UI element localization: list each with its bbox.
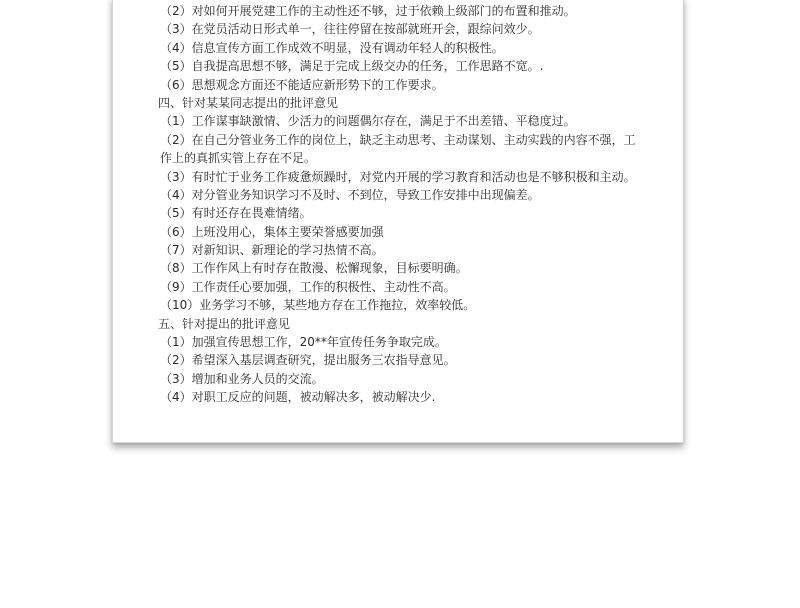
list-item: （7）对新知识、新理论的学习热情不高。 xyxy=(160,243,384,258)
list-item-continuation: 作上的真抓实管上存在不足。 xyxy=(160,151,317,166)
list-item: （2）希望深入基层调查研究，提出服务三农指导意见。 xyxy=(160,353,456,368)
list-item: （8）工作作风上有时存在散漫、松懈现象，目标要明确。 xyxy=(160,261,468,276)
section-heading: 五、针对提出的批评意见 xyxy=(158,316,291,331)
list-item: （2）对如何开展党建工作的主动性还不够，过于依赖上级部门的布置和推动。 xyxy=(160,4,576,18)
list-item: （3）在党员活动日形式单一，往往停留在按部就班开会，跟综问效少。 xyxy=(160,22,540,37)
document-page xyxy=(112,0,684,443)
list-item: （4）信息宣传方面工作成效不明显，没有调动年轻人的积极性。 xyxy=(160,40,504,55)
list-item: （6）思想观念方面还不能适应新形势下的工作要求。 xyxy=(160,77,444,92)
list-item: （2）在自己分管业务工作的岗位上，缺乏主动思考、主动谋划、主动实践的内容不强，工 xyxy=(160,132,636,147)
list-item: （1）加强宣传思想工作，20**年宣传任务争取完成。 xyxy=(160,335,447,350)
list-item: （9）工作责任心要加强，工作的积极性、主动性不高。 xyxy=(160,279,456,294)
list-item: （4）对职工反应的问题，被动解决多，被动解决少. xyxy=(160,390,436,405)
document-body xyxy=(158,2,660,407)
list-item: （4）对分管业务知识学习不及时、不到位，导致工作安排中出现偏差。 xyxy=(160,187,540,202)
list-item: （3）有时忙于业务工作疲惫烦躁时，对党内开展的学习教育和活动也是不够积极和主动。 xyxy=(160,169,636,184)
list-item: （5）自我提高思想不够，满足于完成上级交办的任务，工作思路不宽。. xyxy=(160,59,544,74)
section-heading: 四、针对某某同志提出的批评意见 xyxy=(158,95,339,110)
list-item: （3）增加和业务人员的交流。 xyxy=(160,371,324,386)
list-item: （6）上班没用心，集体主要荣誉感要加强 xyxy=(160,224,384,239)
list-item: （1）工作谋事缺激情、少活力的问题偶尔存在，满足于不出差错、平稳度过。 xyxy=(160,114,576,129)
list-item: （10）业务学习不够，某些地方存在工作拖拉，效率较低。 xyxy=(160,298,476,313)
list-item: （5）有时还存在畏难情绪。 xyxy=(160,206,312,221)
